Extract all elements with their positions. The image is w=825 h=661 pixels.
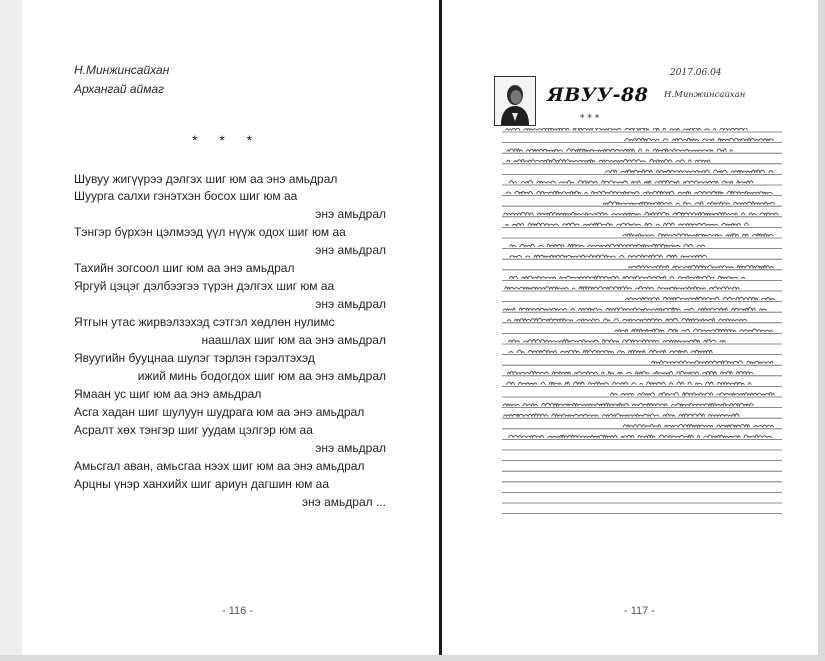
handwriting-stroke [623,424,773,427]
handwriting-stroke [504,212,778,215]
poem-line: Тэнгэр бүрхэн цэлмээд үүл нүүж одох шиг юм аа [74,225,346,239]
stars-separator: * * * [192,132,262,148]
poem-line: ижий минь бодогдох шиг юм аа энэ амьдрал [137,369,386,383]
poem-line: энэ амьдрал [315,441,386,455]
page-edge [818,0,825,661]
handwriting-stroke [507,382,755,385]
handwriting-stroke [506,223,748,226]
handwriting-stroke [509,181,757,184]
handwriting-stroke [603,202,775,205]
handwriting-stroke [610,393,774,396]
handwriting-stroke [510,255,707,257]
poem-line: Асралт хөх тэнгэр шиг уудам цэлгэр юм аа [74,423,313,437]
handwriting-stroke [509,350,712,352]
book-spine [439,0,442,661]
handwriting-stroke [507,159,714,162]
poem-line: Тахийн зогсоол шиг юм аа энэ амьдрал [74,261,295,275]
author-region: Архангай аймаг [74,82,165,96]
handwriting-stroke [507,318,747,321]
poem-line: Амьсгал аван, амьсгаа нээх шиг юм аа энэ амьдрал [74,459,365,473]
handwriting-stroke [506,191,773,193]
right-page [442,0,818,655]
handwriting-stroke [626,297,775,299]
handwriting-stroke [508,371,754,374]
handwriting-stroke [510,244,705,247]
author-name: Н.Минжинсайхан [74,63,170,77]
page-number-left: - 116 - [222,605,253,617]
poem-line: энэ амьдрал [315,243,386,257]
poem-line: Яргуй цэцэг дэлбээгээ түрэн дэлгэх шиг юм аа [74,279,335,293]
handwritten-date: 2017.06.04 [670,68,722,78]
handwriting-stroke [615,329,773,332]
handwriting-stroke [503,403,757,406]
handwritten-stars: * * * [580,114,600,124]
poem-line: Шувуу жигүүрээ дэлгэх шиг юм аа энэ амьдрал [74,172,338,186]
poem-line: Ямаан ус шиг юм аа энэ амьдрал [74,387,262,401]
page-number-right: - 117 - [624,605,655,617]
handwriting-stroke [506,128,748,130]
handwriting-stroke [652,361,774,364]
author-photo [494,76,536,126]
poem-line: энэ амьдрал [315,207,386,221]
handwriting-stroke [623,234,777,236]
handwriting-stroke [509,276,749,279]
portrait-image [495,77,535,125]
handwriting-stroke [629,265,774,267]
left-page [22,0,440,655]
handwritten-signature: Н.Минжинсайхан [664,90,746,100]
poem-title: ЯВУУ-88 [547,84,649,106]
page-bottom-edge [0,655,825,661]
poem-line: Асга хадан шиг шулуун шудрага юм аа энэ амьдрал [74,405,365,419]
poem-line: энэ амьдрал ... [301,495,386,509]
handwriting-stroke [505,287,739,290]
poem-line: Ятгын утас жирвэлзэхэд сэтгэл хөдлөн нулимс [74,315,335,329]
poem-line: Арцны үнэр ханхийх шиг ариун дагшин юм аа [74,477,329,491]
handwriting-stroke [509,435,776,438]
handwriting-stroke [625,138,773,140]
handwriting-stroke [606,170,777,173]
handwriting-stroke [503,308,771,311]
poem-line: энэ амьдрал [315,297,386,311]
handwriting-stroke [504,414,743,417]
handwriting-stroke [507,149,732,152]
poem-line: наашлах шиг юм аа энэ амьдрал [201,333,386,347]
poem-line: Шуурга салхи гэнэтхэн босох шиг юм аа [74,189,298,203]
poem-line: Явуугийн бууцнаа шулэг тэрлэн гэрэлтэхэд [74,351,315,365]
handwritten-poem-manuscript [502,128,782,528]
handwriting-stroke [509,340,730,343]
